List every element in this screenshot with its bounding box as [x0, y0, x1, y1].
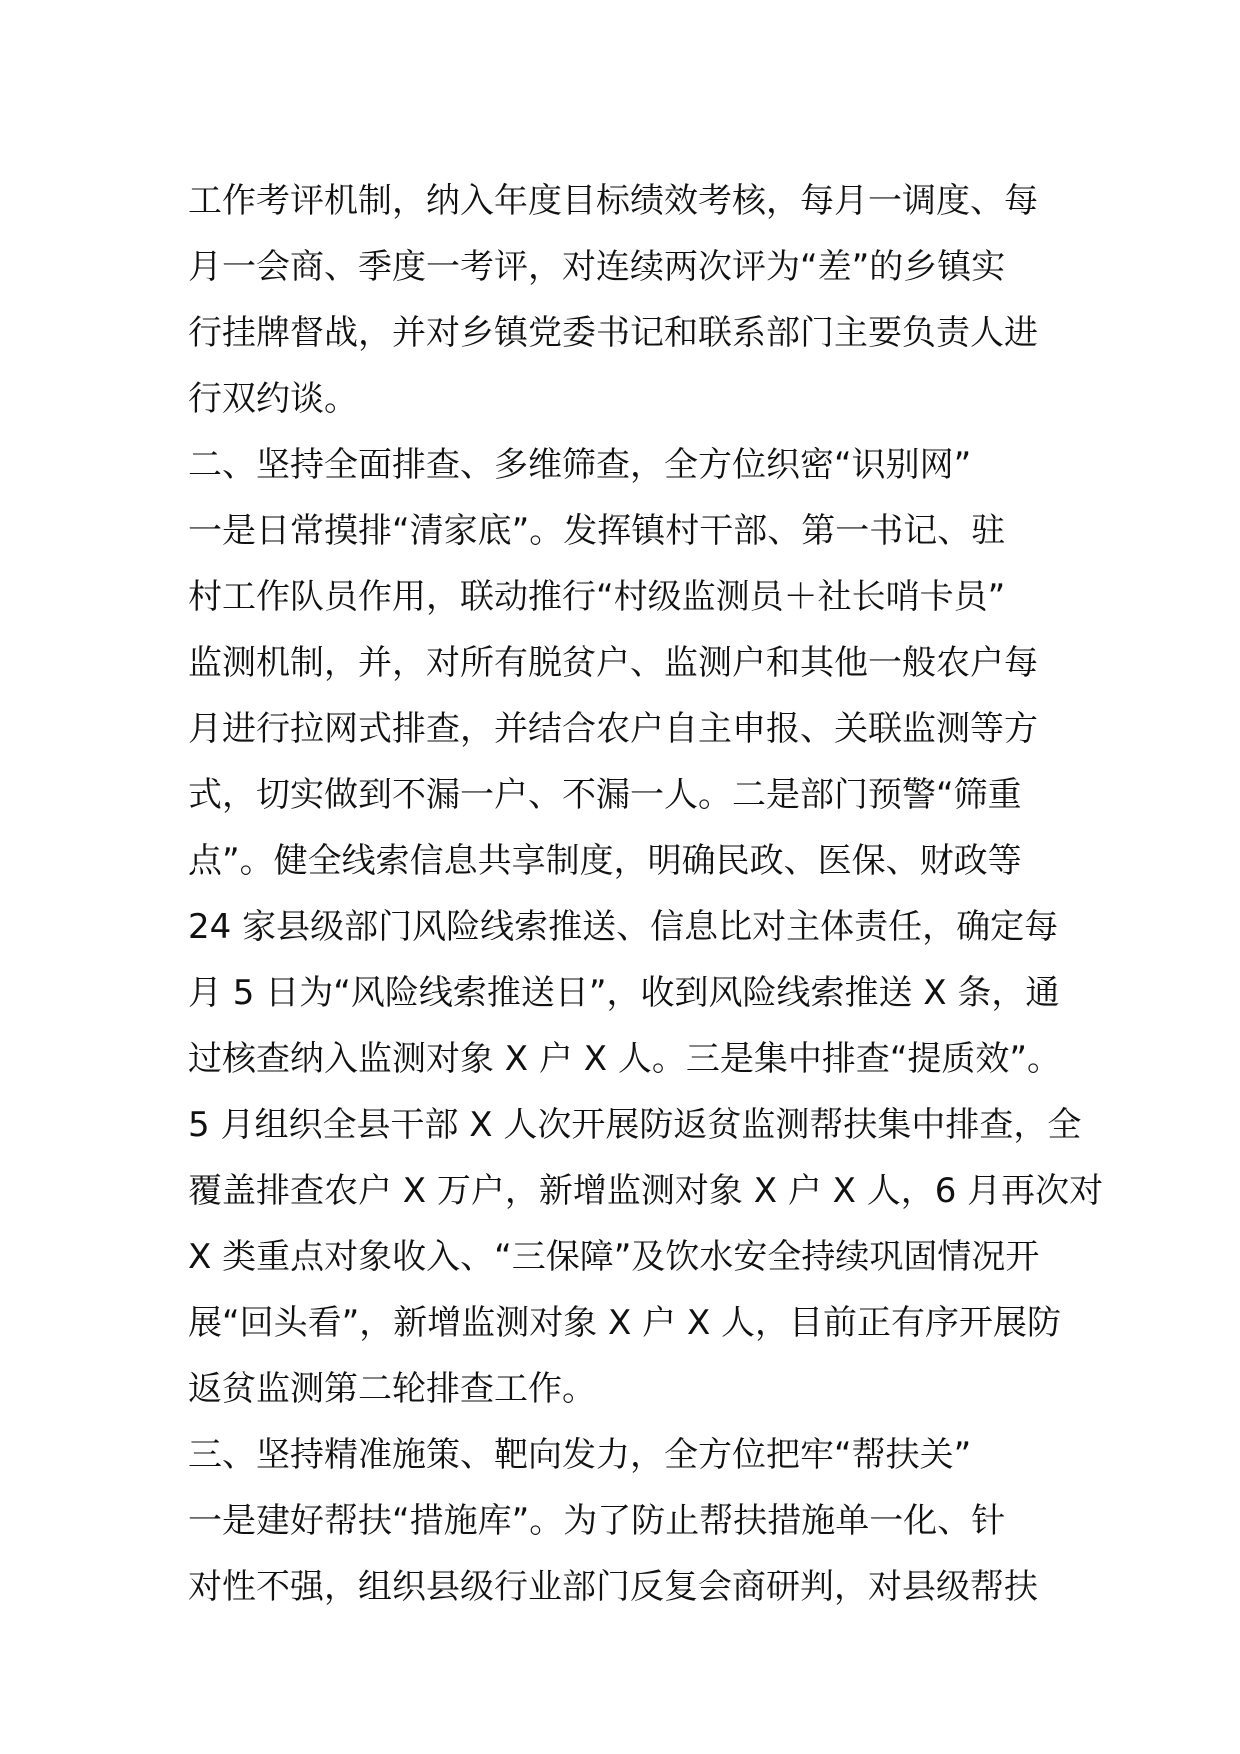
text-line: 月一会商、季度一考评，对连续两次评为“差”的乡镇实 — [188, 247, 1006, 287]
text-line: 监测机制，并，对所有脱贫户、监测户和其他一般农户每 — [188, 643, 1038, 683]
text-line: 5 月组织全县干部 X 人次开展防返贫监测帮扶集中排查，全 — [188, 1105, 1082, 1145]
text-line: 工作考评机制，纳入年度目标绩效考核，每月一调度、每 — [188, 181, 1038, 221]
text-line: 行挂牌督战，并对乡镇党委书记和联系部门主要负责人进 — [188, 313, 1038, 353]
text-line: 一是建好帮扶“措施库”。为了防止帮扶措施单一化、针 — [188, 1501, 1006, 1541]
text-line: 月进行拉网式排查，并结合农户自主申报、关联监测等方 — [188, 709, 1038, 749]
text-line: 对性不强，组织县级行业部门反复会商研判，对县级帮扶 — [188, 1567, 1038, 1607]
text-line: 展“回头看”，新增监测对象 X 户 X 人，目前正有序开展防 — [188, 1303, 1062, 1343]
text-line: 行双约谈。 — [188, 379, 358, 419]
section-heading-2: 二、坚持全面排查、多维筛查，全方位织密“识别网” — [188, 445, 972, 485]
section-heading-3: 三、坚持精准施策、靶向发力，全方位把牢“帮扶关” — [188, 1435, 972, 1475]
text-line: 覆盖排查农户 X 万户，新增监测对象 X 户 X 人，6 月再次对 — [188, 1171, 1104, 1211]
text-line: 过核查纳入监测对象 X 户 X 人。三是集中排查“提质效”。 — [188, 1039, 1062, 1079]
text-line: 村工作队员作用，联动推行“村级监测员＋社长哨卡员” — [188, 577, 1006, 617]
document-body — [188, 168, 1104, 1620]
text-line: 24 家县级部门风险线索推送、信息比对主体责任，确定每 — [188, 907, 1059, 947]
text-line: X 类重点对象收入、“三保障”及饮水安全持续巩固情况开 — [188, 1237, 1040, 1277]
text-line: 式，切实做到不漏一户、不漏一人。二是部门预警“筛重 — [188, 775, 1022, 815]
text-line: 点”。健全线索信息共享制度，明确民政、医保、财政等 — [188, 841, 1022, 881]
text-line: 月 5 日为“风险线索推送日”，收到风险线索推送 X 条，通 — [188, 973, 1060, 1013]
text-line: 一是日常摸排“清家底”。发挥镇村干部、第一书记、驻 — [188, 511, 1006, 551]
text-line: 返贫监测第二轮排查工作。 — [188, 1369, 596, 1409]
